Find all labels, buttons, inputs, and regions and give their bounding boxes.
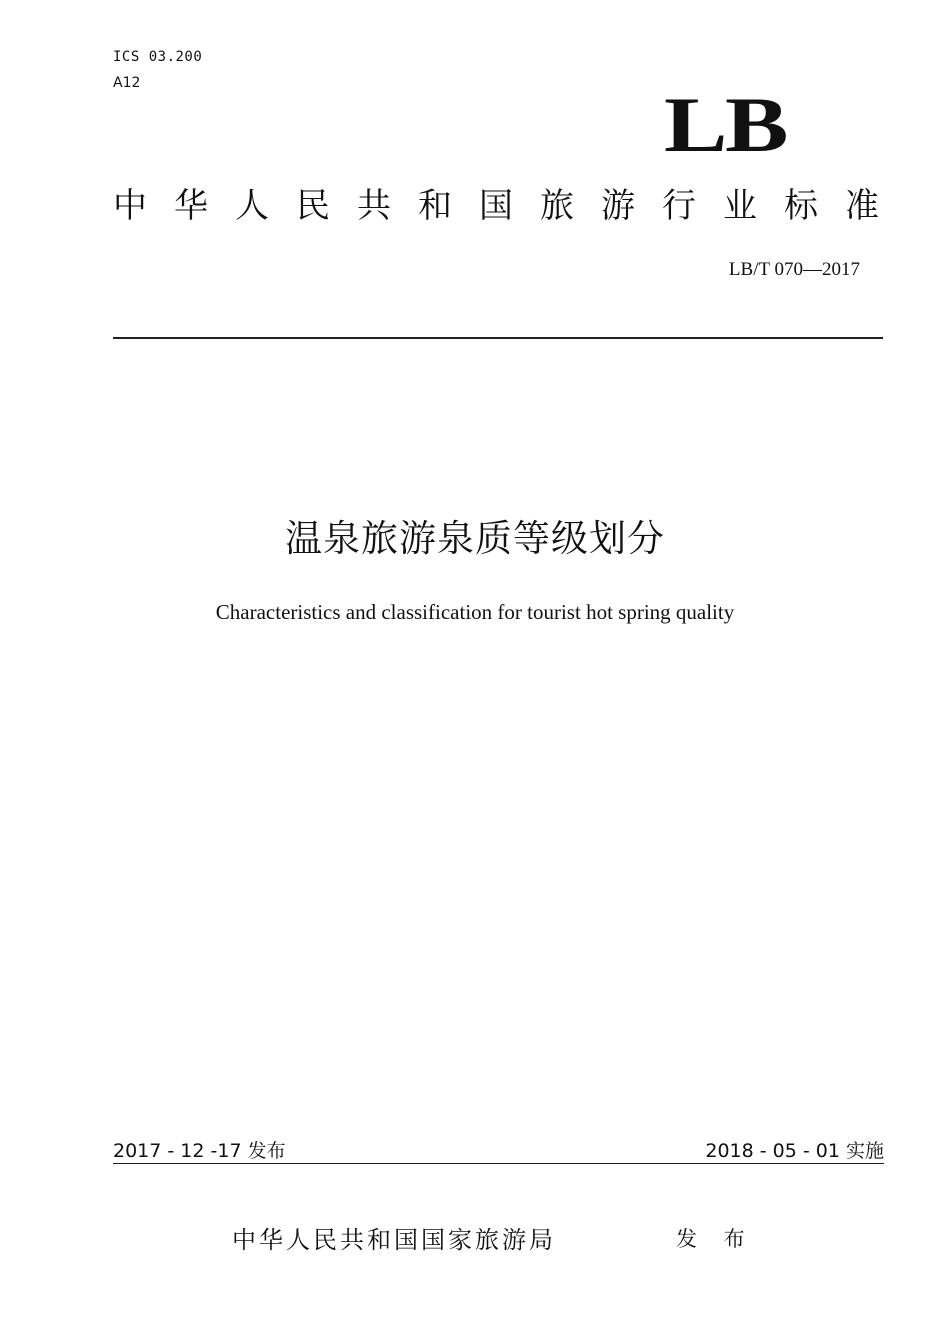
issue-label: 发 布 (676, 1227, 755, 1251)
implementation-date: 2018 - 05 - 01 实施 (705, 1140, 884, 1162)
ics-code: ICS 03.200 (113, 49, 203, 65)
issue-date: 2017 - 12 -17 发布 (113, 1140, 286, 1162)
lb-logo: LB (664, 81, 787, 168)
standard-number: LB/T 070—2017 (728, 259, 860, 280)
bottom-divider (113, 1163, 884, 1164)
top-divider (113, 337, 883, 339)
classification-code: A12 (113, 75, 141, 91)
document-title-chinese: 温泉旅游泉质等级划分 (285, 517, 665, 560)
document-title-english: Characteristics and classification for tourist hot spring quality (215, 600, 735, 624)
issuing-authority: 中华人民共和国国家旅游局 (232, 1226, 556, 1254)
standard-title: 中华人民共和国旅游行业标准 (113, 186, 906, 226)
